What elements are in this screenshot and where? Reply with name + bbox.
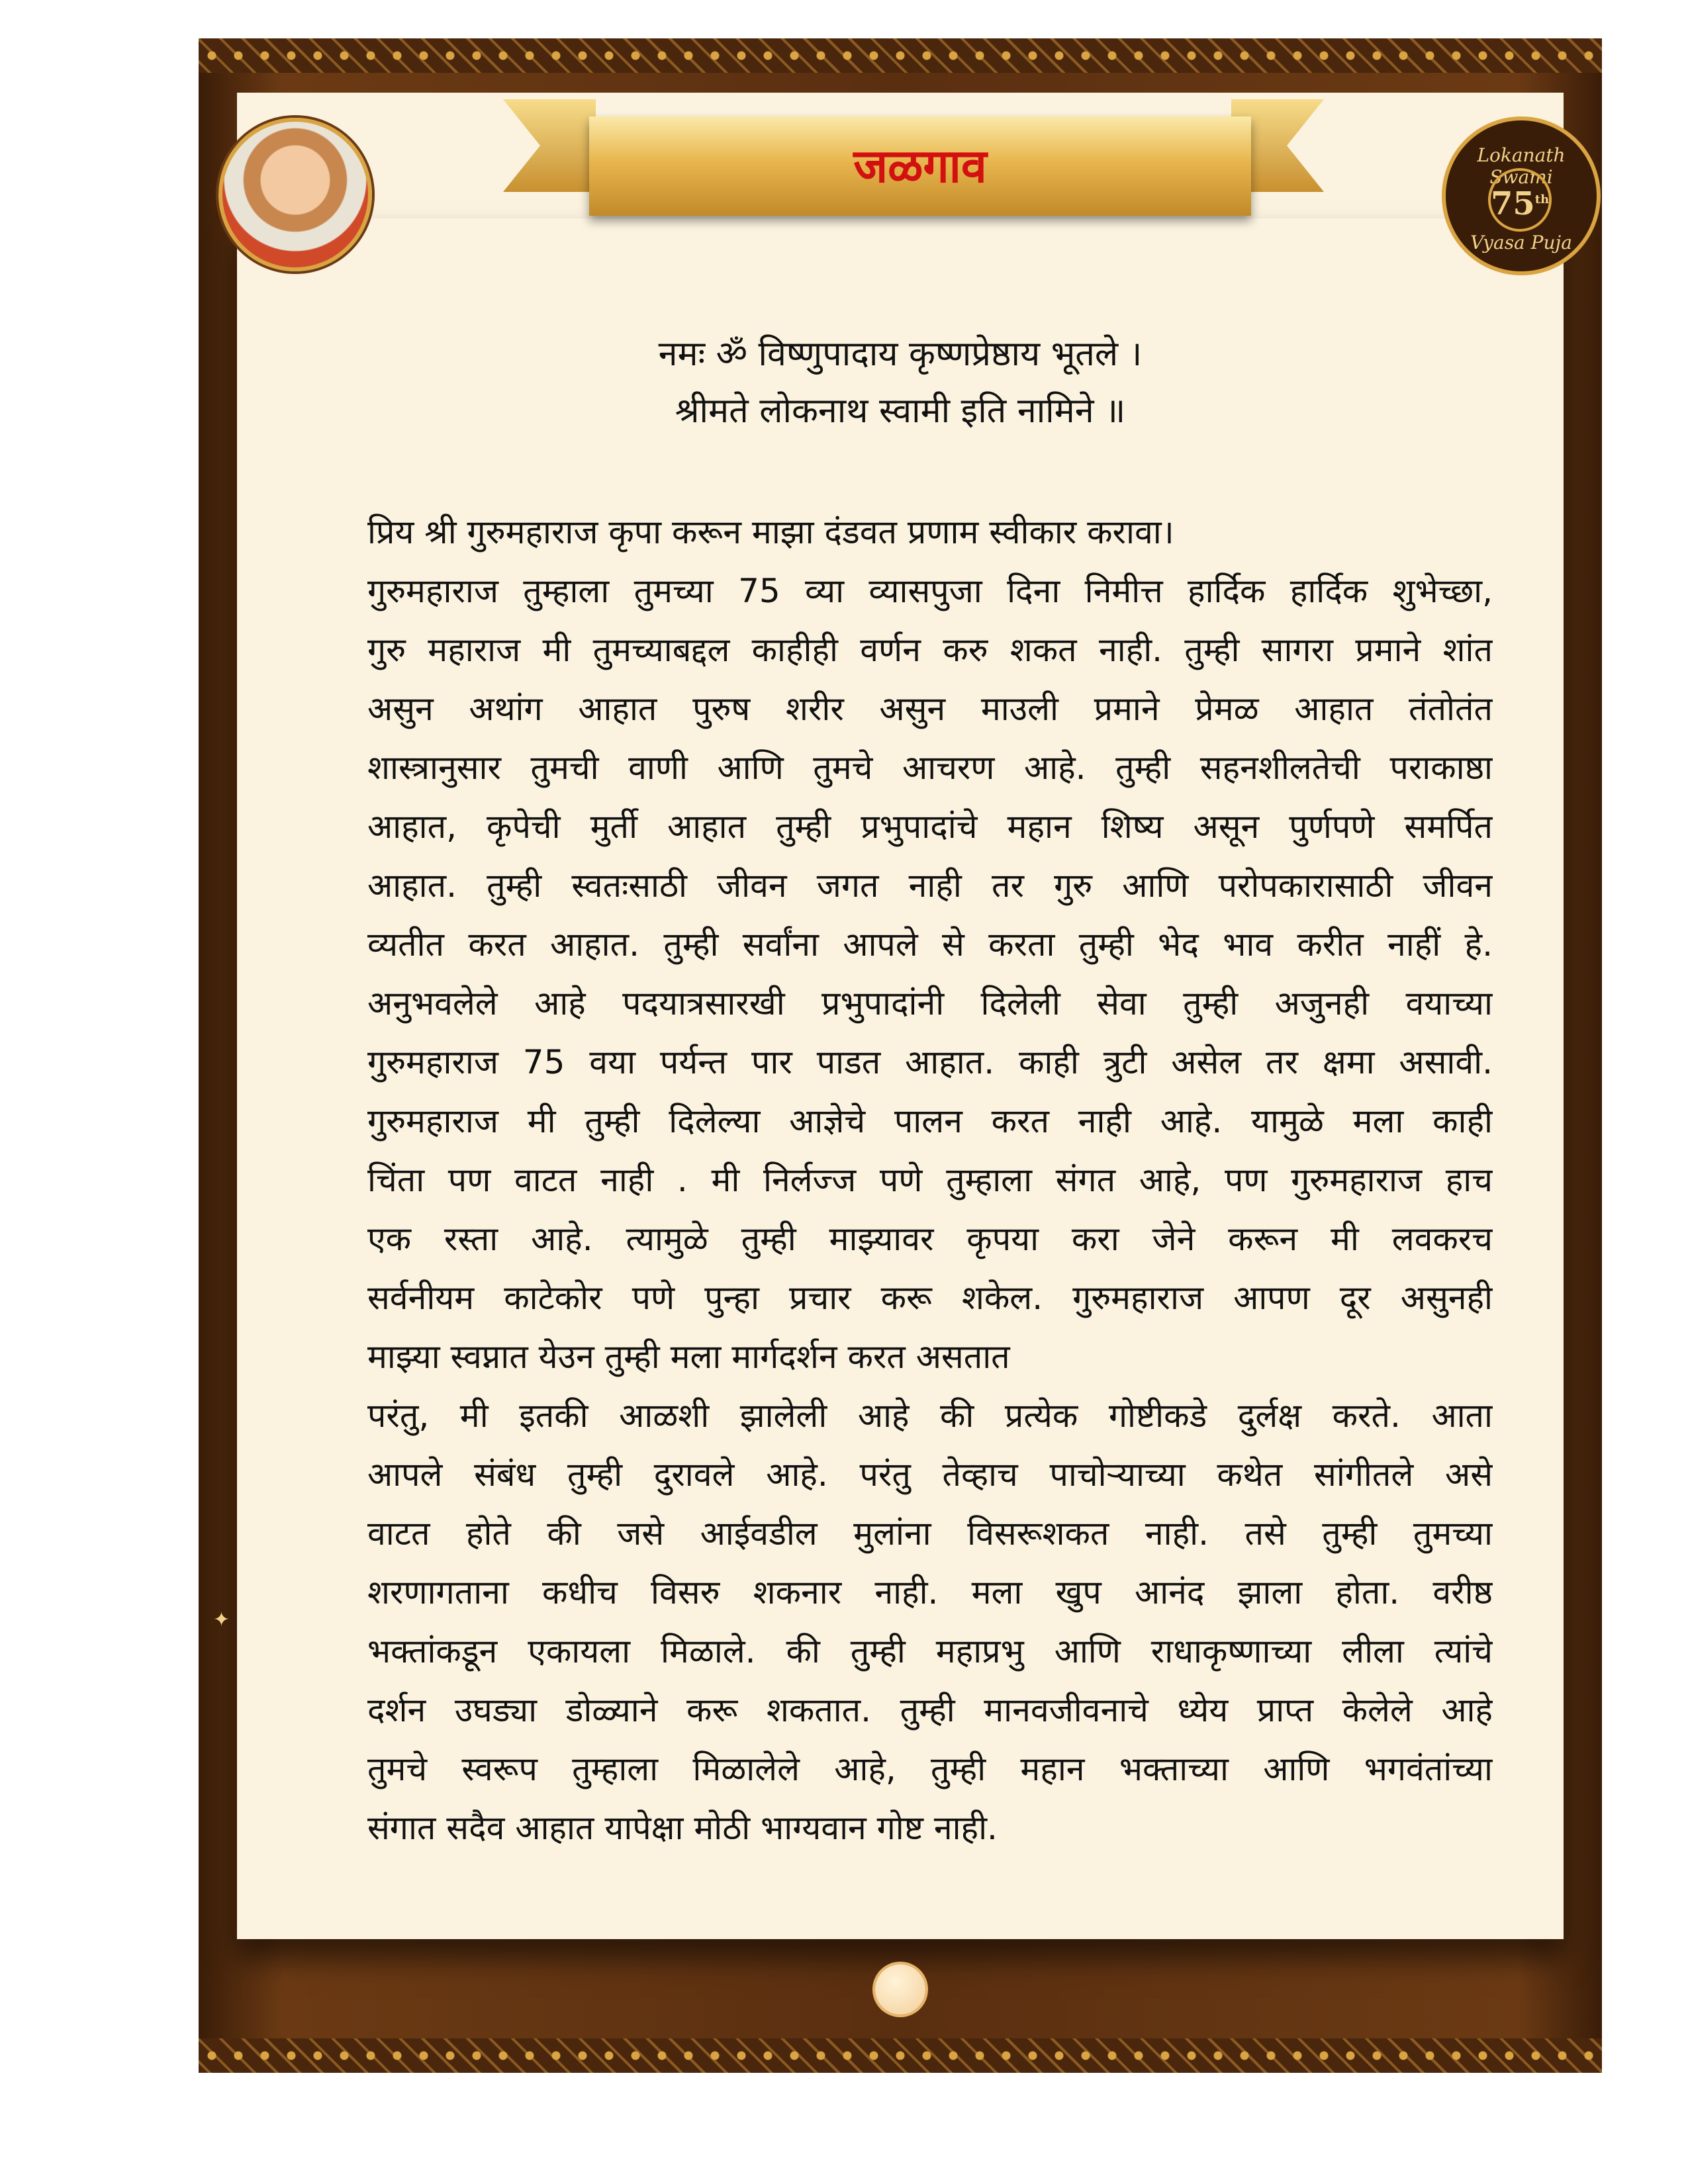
- letter-line: अनुभवलेले आहे पदयात्रसारखी प्रभुपादांनी दिलेली सेवा तुम्ही अजुनही वयाच्या: [367, 984, 1493, 1023]
- letter-line: एक रस्ता आहे. त्यामुळे तुम्ही माझ्यावर कृपया करा जेने करून मी लवकरच: [367, 1220, 1493, 1258]
- letter-line: गुरु महाराज मी तुमच्याबद्दल काहीही वर्णन करु शकत नाही. तुम्ही सागरा प्रमाने शांत: [367, 631, 1493, 669]
- letter-line: माझ्या स्वप्नात येउन तुम्ही मला मार्गदर्शन करत असतात: [367, 1338, 1010, 1376]
- sparkle-icon: ✦: [213, 1608, 230, 1631]
- letter-line: परंतु, मी इतकी आळशी झालेली आहे की प्रत्येक गोष्टीकडे दुर्लक्ष करते. आता: [367, 1396, 1493, 1435]
- badge-brand: Lokanath Swami: [1477, 144, 1566, 188]
- letter-line: संगात सदैव आहात यापेक्षा मोठी भाग्यवान गोष्ट नाही.: [367, 1809, 998, 1847]
- letter-line: प्रिय श्री गुरुमहाराज कृपा करून माझा दंडवत प्रणाम स्वीकार करावा।: [367, 513, 1174, 551]
- letter-line: आपले संबंध तुम्ही दुरावले आहे. परंतु तेव्हाच पाचोऱ्याच्या कथेत सांगीतले असे: [367, 1455, 1493, 1494]
- verse-line: श्रीमते लोकनाथ स्वामी इति नामिने ॥: [675, 391, 1126, 431]
- letter-body: [367, 503, 1493, 1858]
- letter-line: तुमचे स्वरूप तुम्हाला मिळालेले आहे, तुम्ही महान भक्ताच्या आणि भगवंतांच्या: [367, 1750, 1493, 1788]
- letter-line: व्यतीत करत आहात. तुम्ही सर्वांना आपले से करता तुम्ही भेद भाव करीत नाहीं हे.: [367, 925, 1493, 964]
- decorative-border-bottom: [199, 2038, 1602, 2073]
- page-title: जळगाव: [853, 139, 987, 193]
- letter-line: गुरुमहाराज मी तुम्ही दिलेल्या आज्ञेचे पालन करत नाही आहे. यामुळे मला काही: [367, 1102, 1493, 1140]
- decorative-border-top: [199, 38, 1602, 73]
- vyasa-puja-badge: [1442, 116, 1601, 275]
- badge-event: Vyasa Puja: [1470, 232, 1572, 253]
- page-dot-ornament: [875, 1964, 925, 2015]
- letter-line: गुरुमहाराज तुम्हाला तुमच्या 75 व्या व्यासपुजा दिना निमीत्त हार्दिक हार्दिक शुभेच्छा,: [367, 572, 1493, 610]
- letter-line: असुन अथांग आहात पुरुष शरीर असुन माउली प्रमाने प्रेमळ आहात तंतोतंत: [367, 690, 1493, 728]
- verse-line: नमः ॐ विष्णुपादाय कृष्णप्रेष्ठाय भूतले ।: [658, 334, 1143, 374]
- letter-line: आहात, कृपेची मुर्ती आहात तुम्ही प्रभुपादांचे महान शिष्य असून पुर्णपणे समर्पित: [367, 807, 1493, 846]
- guru-portrait-image: [218, 118, 372, 271]
- letter-line: भक्तांकडून एकायला मिळाले. की तुम्ही महाप्रभु आणि राधाकृष्णाच्या लीला त्यांचे: [367, 1632, 1493, 1670]
- letter-line: दर्शन उघड्या डोळ्याने करू शकतात. तुम्ही मानवजीवनाचे ध्येय प्राप्त केलेले आहे: [367, 1691, 1493, 1729]
- letter-line: वाटत होते की जसे आईवडील मुलांना विसरूशकत नाही. तसे तुम्ही तुमच्या: [367, 1514, 1493, 1553]
- title-ribbon: [589, 116, 1251, 216]
- letter-line: गुरुमहाराज 75 वया पर्यन्त पार पाडत आहात. काही त्रुटी असेल तर क्षमा असावी.: [367, 1043, 1493, 1081]
- letter-line: आहात. तुम्ही स्वतःसाठी जीवन जगत नाही तर गुरु आणि परोपकारासाठी जीवन: [367, 866, 1493, 905]
- letter-line: सर्वनीयम काटेकोर पणे पुन्हा प्रचार करू शकेल. गुरुमहाराज आपण दूर असुनही: [367, 1279, 1493, 1317]
- letter-line: शरणागताना कधीच विसरु शकनार नाही. मला खुप आनंद झाला होता. वरीष्ठ: [367, 1573, 1493, 1612]
- letter-line: शास्त्रानुसार तुमची वाणी आणि तुमचे आचरण आहे. तुम्ही सहनशीलतेची पराकाष्ठा: [367, 749, 1493, 787]
- invocation-verse: [397, 326, 1403, 439]
- letter-line: चिंता पण वाटत नाही . मी निर्लज्ज पणे तुम्हाला संगत आहे, पण गुरुमहाराज हाच: [367, 1161, 1493, 1199]
- badge-number: 75th: [1488, 168, 1552, 232]
